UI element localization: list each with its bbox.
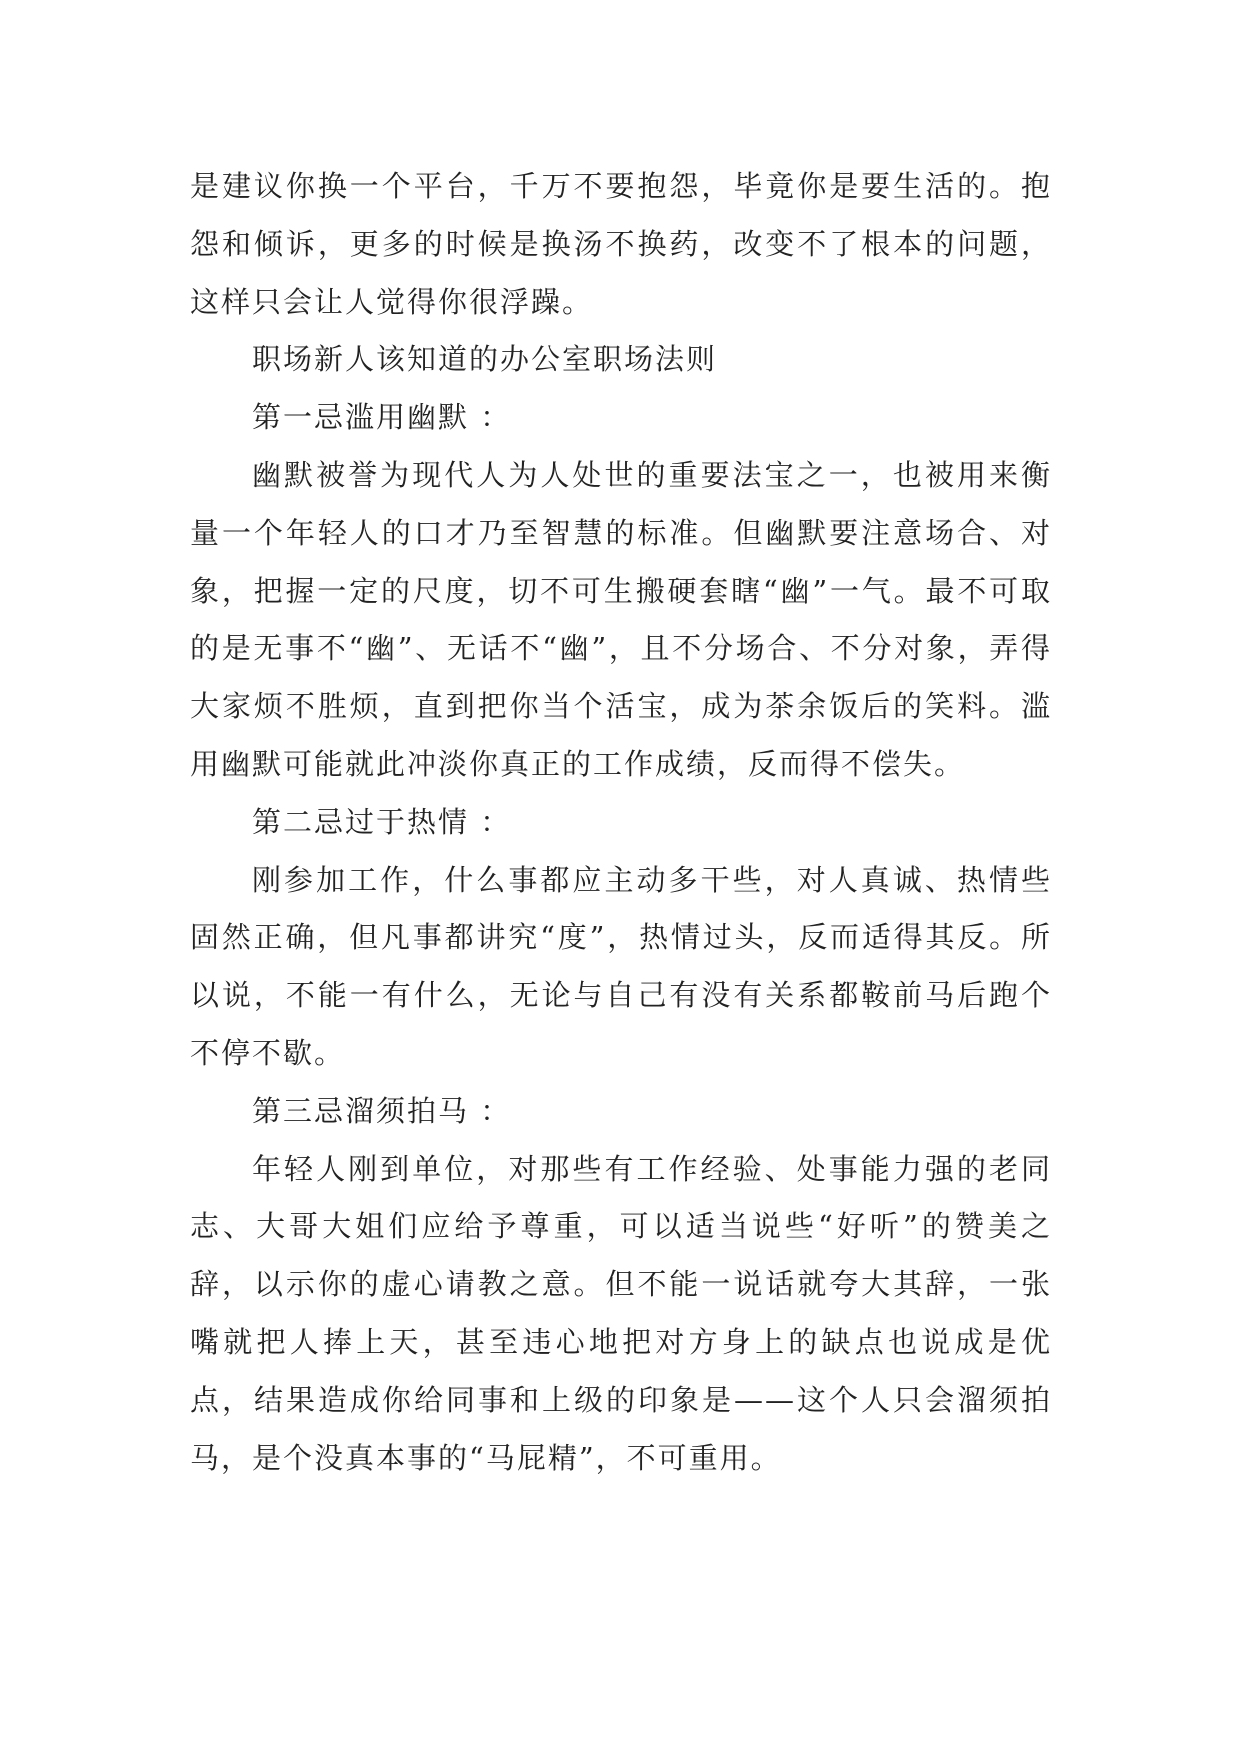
rule-heading-2: 第二忌过于热情 ：: [252, 804, 512, 839]
rule-heading-3: 第三忌溜须拍马 ：: [252, 1093, 512, 1128]
document-body: [190, 158, 1052, 1487]
section-title: 职场新人该知道的办公室职场法则: [252, 342, 718, 377]
rule-body-1: 幽默被誉为现代人为人处世的重要法宝之一，也被用来衡量一个年轻人的口才乃至智慧的标准。但幽默要注意场合、对象，把握一定的尺度，切不可生搬硬套瞎“幽”一气。最不可取的是无事不“幽”、无话不“幽”，且不分场合、不分对象，弄得大家烦不胜烦，直到把你当个活宝，成为茶余饭后的笑料。滥用幽默可能就此冲淡你真正的工作成绩，反而得不偿失。: [190, 457, 1052, 781]
rule-body-3: 年轻人刚到单位，对那些有工作经验、处事能力强的老同志、大哥大姐们应给予尊重，可以适当说些“好听”的赞美之辞，以示你的虚心请教之意。但不能一说话就夸大其辞，一张嘴就把人捧上天，甚至违心地把对方身上的缺点也说成是优点，结果造成你给同事和上级的印象是——这个人只会溜须拍马，是个没真本事的“马屁精”，不可重用。: [190, 1151, 1052, 1475]
rule-body-2: 刚参加工作，什么事都应主动多干些，对人真诚、热情些固然正确，但凡事都讲究“度”，热情过头，反而适得其反。所以说，不能一有什么，无论与自己有没有关系都鞍前马后跑个不停不歇。: [190, 862, 1052, 1070]
rule-heading-1: 第一忌滥用幽默 ：: [252, 400, 512, 435]
paragraph-continuation: 是建议你换一个平台，千万不要抱怨，毕竟你是要生活的。抱怨和倾诉，更多的时候是换汤不换药，改变不了根本的问题，这样只会让人觉得你很浮躁。: [190, 169, 1052, 319]
